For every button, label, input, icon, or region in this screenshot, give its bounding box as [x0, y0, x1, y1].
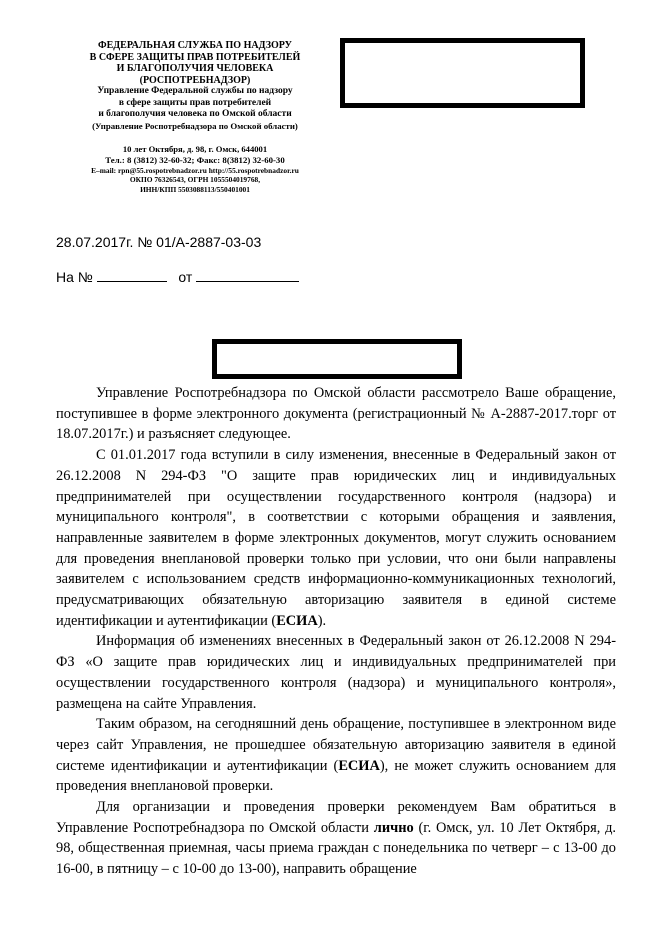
body-bold-span: лично — [373, 819, 414, 836]
body-paragraph: Управление Роспотребнадзора по Омской области рассмотрело Ваше обращение, поступившее в форме электронного документа (регистрационный № А-2887-2017.торг от 18.07.2017г.) и разъясняет следующее. — [56, 385, 616, 443]
org-name-line: ФЕДЕРАЛЬНАЯ СЛУЖБА ПО НАДЗОРУ — [98, 40, 292, 51]
org-okpo: ОКПО 76326543, ОГРН 1055504019768, — [129, 175, 261, 185]
reference-line — [56, 269, 299, 285]
org-name-line: В СФЕРЕ ЗАЩИТЫ ПРАВ ПОТРЕБИТЕЛЕЙ — [89, 51, 301, 63]
body-paragraph — [56, 797, 616, 880]
body-paragraph — [56, 445, 616, 631]
body-paragraph: Информация об изменениях внесенных в Федеральный закон от 26.12.2008 N 294-ФЗ «О защите прав юридических лиц и индивидуальных предпринимателей при осуществлении государственного контроля (надзора) и муниципального контроля», размещена на сайте Управления. — [56, 633, 616, 712]
redacted-salutation-box — [212, 339, 462, 379]
redacted-recipient-box — [340, 38, 585, 108]
body-text-span: Для организации и проведения проверки рекомендуем Вам обратиться в Управление Роспотребнадзора по Омской области — [56, 799, 616, 836]
body-text-span: ). — [317, 612, 327, 629]
body-text-span: ), не может служить основанием для проведения внеплановой проверки. — [56, 757, 616, 795]
org-address: 10 лет Октября, д. 98, г. Омск, 644001 — [122, 143, 268, 154]
org-inn: ИНН/КПП 5503088113/550401001 — [140, 184, 250, 194]
body-text-span: Таким образом, на сегодняшний день обращение, поступившее в электронном виде через сайт Управления, не прошедшее обязательную авторизацию заявителя в единой системе идентификации и аутентификации ( — [56, 716, 616, 774]
document-number: 28.07.2017г. № 01/А-2887-03-03 — [56, 234, 262, 250]
body-text-span: (г. Омск, ул. 10 Лет Октября, д. 98, общественная приемная, часы приема граждан с понедельника по четверг – с 13-00 до 16-00, в пятницу – с 10-00 до 13-00), направить обращение — [56, 819, 616, 878]
letterhead — [50, 40, 340, 194]
body-text-span: С 01.01.2017 года вступили в силу изменения, внесенные в Федеральный закон от 26.12.2008 N 294-ФЗ "О защите прав юридических лиц и индивидуальных предпринимателей при осуществлении государственного контроля (надзора) и муниципального контроля", в соответствии с которыми обращения и заявления, направленные заявителем в форме электронных документов, могут служить основанием для проведения внеплановой проверки только при условии, что они были направлены заявителем с использованием средств информационно-коммуникационных технологий, предусматривающих обязательную авторизацию заявителя в единой системе идентификации и аутентификации ( — [56, 447, 616, 629]
org-email: E–mail: rpn@55.rospotrebnadzor.ru http://55.rospotrebnadzor.ru — [91, 165, 299, 175]
reference-date-blank — [196, 269, 299, 282]
body-bold-span: ЕСИА — [338, 757, 380, 774]
dept-name-line: Управление Федеральной службы по надзору — [97, 86, 293, 96]
reference-date-label: от — [178, 269, 193, 285]
dept-name-line: в сфере защиты прав потребителей — [118, 97, 272, 108]
org-name-line: (РОСПОТРЕБНАДЗОР) — [139, 74, 251, 86]
dept-name-line: и благополучия человека по Омской области — [98, 109, 292, 119]
org-name-line: И БЛАГОПОЛУЧИЯ ЧЕЛОВЕКА — [116, 63, 274, 74]
org-phone: Тел.: 8 (3812) 32-60-32; Факс: 8(3812) 32-60-30 — [105, 154, 285, 165]
body-paragraph — [56, 714, 616, 797]
reference-number-blank — [97, 269, 167, 282]
letter-body — [56, 383, 616, 880]
reference-number-label: На № — [56, 269, 93, 285]
dept-short-name: (Управление Роспотребнадзора по Омской области) — [92, 120, 298, 131]
body-bold-span: ЕСИА — [276, 612, 318, 629]
